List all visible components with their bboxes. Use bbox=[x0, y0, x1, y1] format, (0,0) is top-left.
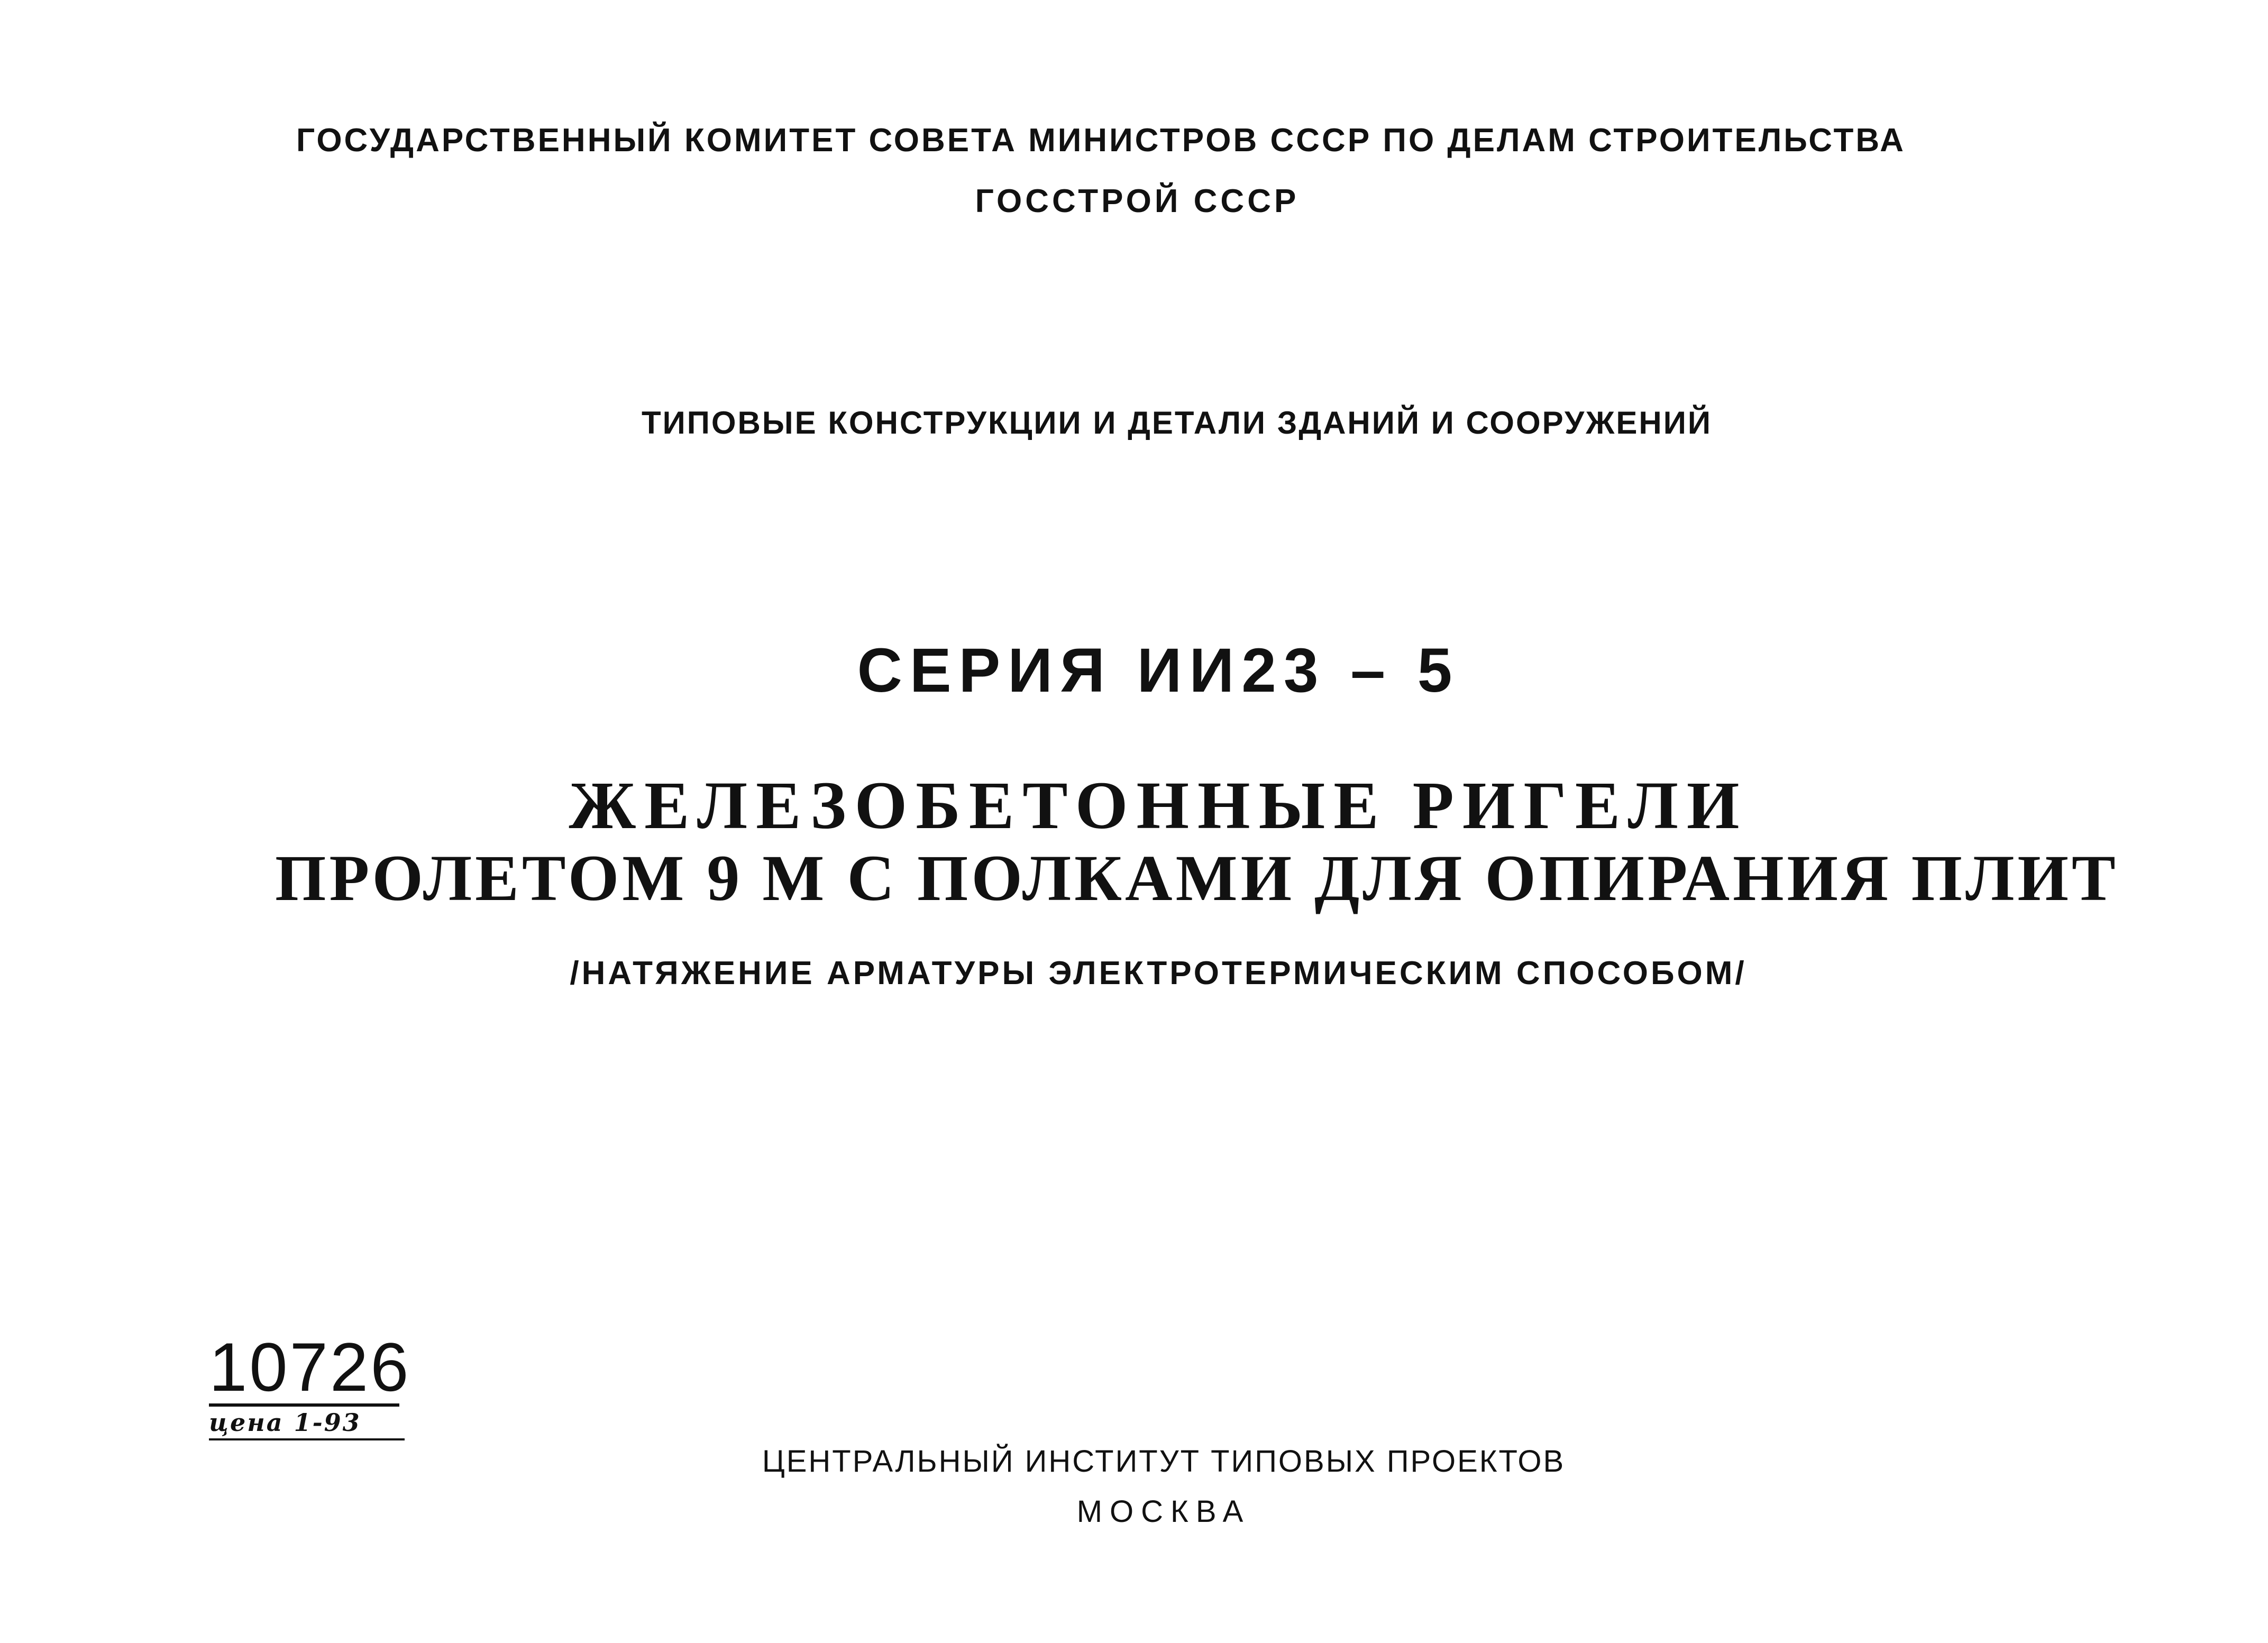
document-subtitle: /НАТЯЖЕНИЕ АРМАТУРЫ ЭЛЕКТРОТЕРМИЧЕСКИМ СПОСОБОМ/ bbox=[570, 955, 1747, 992]
document-title-line-2: ПРОЛЕТОМ 9 М С ПОЛКАМИ ДЛЯ ОПИРАНИЯ ПЛИТ bbox=[275, 842, 2119, 914]
publisher-name: ЦЕНТРАЛЬНЫЙ ИНСТИТУТ ТИПОВЫХ ПРОЕКТОВ bbox=[762, 1444, 1566, 1479]
inventory-number: 10726 bbox=[209, 1328, 411, 1406]
committee-heading: ГОСУДАРСТВЕННЫЙ КОМИТЕТ СОВЕТА МИНИСТРОВ СССР ПО ДЕЛАМ СТРОИТЕЛЬСТВА bbox=[296, 122, 1906, 159]
series-title: СЕРИЯ ИИ23 – 5 bbox=[857, 636, 1460, 705]
gosstroy-heading: ГОССТРОЙ СССР bbox=[975, 183, 1300, 219]
collection-heading: ТИПОВЫЕ КОНСТРУКЦИИ И ДЕТАЛИ ЗДАНИЙ И СООРУЖЕНИЙ bbox=[641, 405, 1712, 440]
document-title-line-1: ЖЕЛЕЗОБЕТОННЫЕ РИГЕЛИ bbox=[569, 768, 1748, 843]
price-label: цена 1-93 bbox=[209, 1407, 405, 1440]
inventory-stamp bbox=[209, 1328, 411, 1440]
publisher-city: МОСКВА bbox=[1076, 1494, 1251, 1529]
